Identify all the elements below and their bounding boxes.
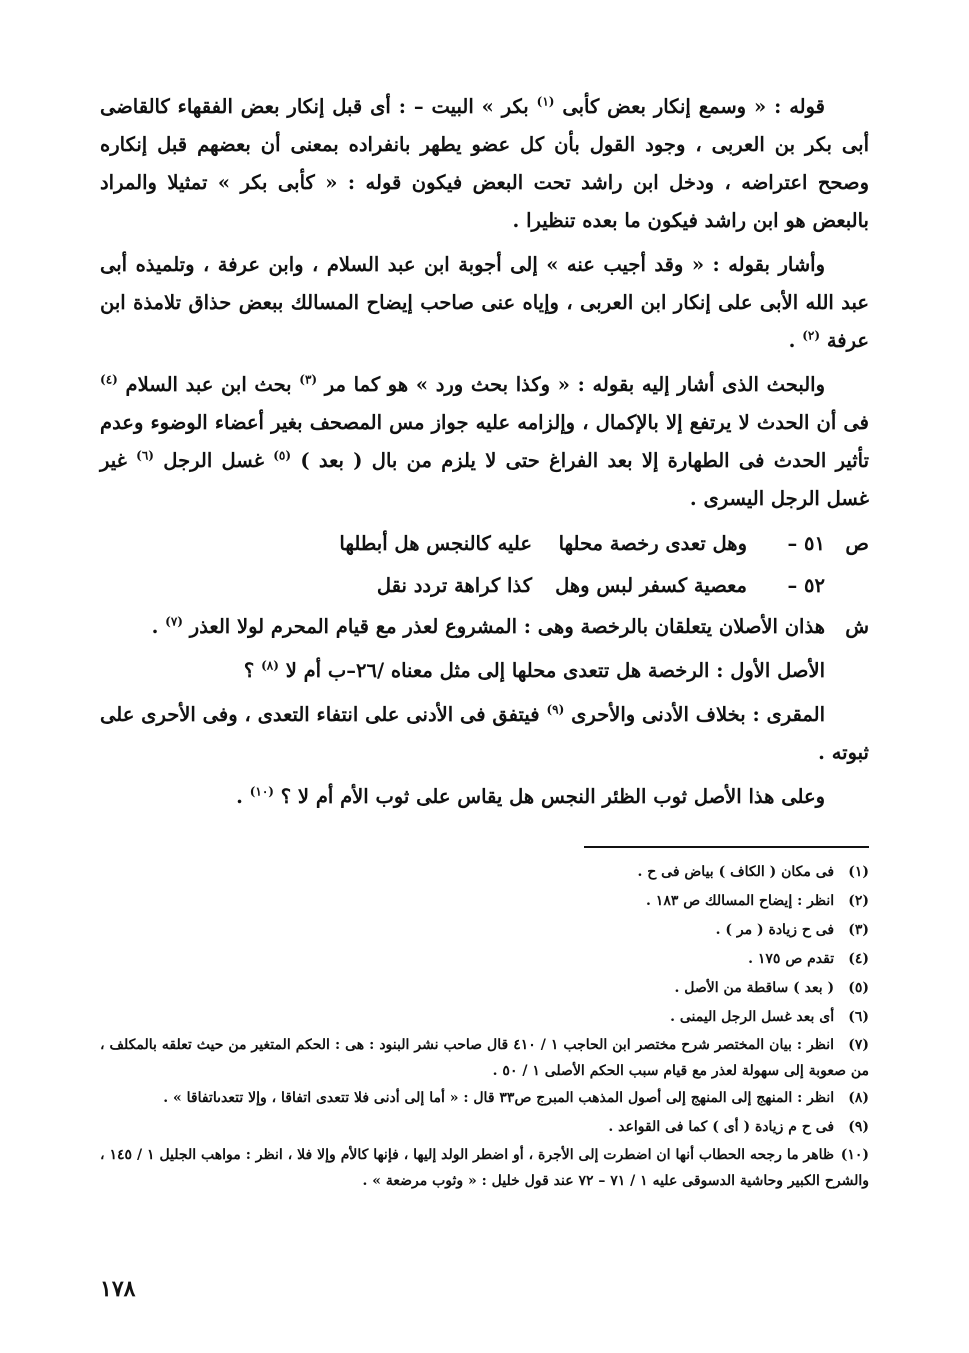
verse-51 xyxy=(100,524,869,564)
footnote-number: (٤) xyxy=(848,951,869,967)
verse-marker: ص xyxy=(845,532,869,555)
text: غسل الرجل xyxy=(163,449,264,472)
footnote-text: ( بعد ) ساقطة من الأصل . xyxy=(674,980,835,996)
text: والبحث الذى أشار إليه بقوله : « وكذا بحث ورد » هو كما مر xyxy=(324,373,825,396)
text: . xyxy=(788,329,796,352)
footnote-4 xyxy=(100,945,869,974)
footnote-5 xyxy=(100,974,869,1003)
footnote-text: أى بعد غسل الرجل اليمنى . xyxy=(670,1009,835,1025)
footnote-ref-7[interactable]: (٧) xyxy=(165,614,183,629)
footnote-text: ظاهر ما رجحه الحطاب أنها ان اضطرت إلى الأجرة ، أو اضطر الولد إليها ، فإنها كالأم وإلا فلا ، انظر : مواهب الجليل ١ / ١٤٥ ، والشرح الكبير وحاشية الدسوقى عليه ١ / ٧١ – ٧٢ عند قول خليل : « وثوب مرضعة » . xyxy=(100,1147,869,1189)
footnote-separator xyxy=(584,846,869,848)
verse-52 xyxy=(100,566,869,606)
text: . xyxy=(151,615,159,638)
footnote-ref-4[interactable]: (٤) xyxy=(100,372,118,387)
footnote-number: (٦) xyxy=(848,1009,869,1025)
footnote-ref-9[interactable]: (٩) xyxy=(546,702,565,717)
text: وأشار بقوله : « وقد أجيب عنه » إلى أجوبة ابن عبد السلام ، وابن عرفة ، وتلميذه أبى عبد الله الأبى على إنكار ابن العربى ، وإياه عنى صاحب إيضاح المسالك ببعض حذاق تلامذة ابن عرفة xyxy=(100,253,869,352)
footnote-number: (٣) xyxy=(848,922,869,938)
text: الأصل الأول : الرخصة هل تتعدى محلها إلى مثل معناه /٢٦–ب أم لا xyxy=(285,659,825,682)
footnote-text: فى ح زيادة ( مر ) . xyxy=(715,922,835,938)
footnote-9 xyxy=(100,1113,869,1142)
footnote-number: (٥) xyxy=(848,980,869,996)
footnote-number: (٨) xyxy=(848,1090,869,1106)
verse-hemistich-second: كذا كراهة تردد نقل xyxy=(376,574,532,597)
text: هذان الأصلان يتعلقان بالرخصة وهى : المشروع لعذر مع قيام المحرم لولا العذر xyxy=(189,615,825,638)
text: بكر » البيت – : أى قبل إنكار بعض الفقهاء كالقاضى أبى بكر بن العربى ، وجود القول بأن كل عضو يطهر بانفراده بمعنى أن بعضهم قبل إنكاره وصحح اعتراضه ، ودخل ابن راشد تحت البعض فيكون قوله : « كأبى بكر » تمثيلا والمراد بالبعض هو ابن راشد فيكون ما بعده تنظيرا . xyxy=(100,95,869,232)
footnote-number: (٧) xyxy=(848,1037,869,1053)
verse-hemistich-first: معصية كسفر لبس وهل xyxy=(555,574,747,597)
footnote-10 xyxy=(100,1142,869,1194)
text: وعلى هذا الأصل ثوب الظئر النجس هل يقاس على ثوب الأم أم لا ؟ xyxy=(280,785,825,808)
text: فى أن الحدث لا يرتفع إلا بالإكمال ، وإلزامه عليه جواز مس المصحف بغير أعضاء الوضوء وعدم تأثير الحدث فى الطهارة إلا بعد الفراغ حتى لا يلزم من بال ( بعد ) xyxy=(100,411,870,472)
footnote-text: فى مكان ( الكاف ) بياض فى ح . xyxy=(637,864,835,880)
footnote-ref-3[interactable]: (٣) xyxy=(299,372,318,387)
footnote-number: (١) xyxy=(848,864,869,880)
sharh-line-1 xyxy=(100,608,825,646)
text: قوله : « وسمع إنكار بعض كأبى xyxy=(562,95,825,118)
footnote-3 xyxy=(100,916,869,945)
verse-hemistich-first: وهل تعدى رخصة محلها xyxy=(558,532,747,555)
text: . xyxy=(236,785,243,808)
page-number: ١٧٨ xyxy=(100,1276,136,1302)
sharh-marker: ش xyxy=(845,615,869,638)
text: غير غسل الرجل اليسرى . xyxy=(100,449,869,510)
text: ؟ xyxy=(243,659,255,682)
verse-number: ٥١ – xyxy=(787,532,825,555)
footnote-1 xyxy=(100,858,869,887)
text: فيتفق فى الأدنى على انتفاء التعدى ، وفى الأحرى على ثبوته . xyxy=(100,703,869,764)
page-body xyxy=(100,88,869,1194)
footnote-text: فى ح م زيادة ( أى ) كما فى القواعد . xyxy=(608,1119,835,1135)
footnote-ref-5[interactable]: (٥) xyxy=(273,448,292,463)
footnote-number: (٢) xyxy=(848,893,869,909)
footnote-number: (١٠) xyxy=(840,1147,869,1163)
footnote-ref-2[interactable]: (٢) xyxy=(802,328,821,343)
footnote-2 xyxy=(100,887,869,916)
footnote-ref-8[interactable]: (٨) xyxy=(261,658,279,673)
sharh-block xyxy=(100,608,869,652)
sharh-body xyxy=(100,608,825,652)
footnotes xyxy=(100,858,869,1194)
paragraph-3 xyxy=(100,366,869,518)
footnote-text: انظر : بيان المختصر شرح مختصر ابن الحاجب ١ / ٤١٠ قال صاحب نشر البنود : هى : الحكم المتغير من حيث تعلقه بالمكلف ، من صعوبة إلى سهولة لعذر مع قيام سبب الحكم الأصلى ١ / ٥٠ . xyxy=(100,1037,869,1079)
footnote-ref-10[interactable]: (١٠) xyxy=(249,784,274,799)
footnote-text: انظر : المنهج إلى المنهج إلى أصول المذهب المبرج ص٣٣ قال : « أما إلى أدنى فلا تتعدى اتفاقا ، وإلا تتعدىاتفاقا » . xyxy=(163,1090,835,1106)
text: المقرى : بخلاف الأدنى والأحرى xyxy=(571,703,826,726)
sharh-line-2 xyxy=(100,652,869,690)
paragraph-5 xyxy=(100,778,869,816)
footnote-8 xyxy=(100,1084,869,1113)
footnote-text: انظر : إيضاح المسالك ص ١٨٣ . xyxy=(646,893,835,909)
verse-number: ٥٢ – xyxy=(787,574,825,597)
footnote-text: تقدم ص ١٧٥ . xyxy=(748,951,835,967)
footnote-7 xyxy=(100,1032,869,1084)
footnote-number: (٩) xyxy=(848,1119,869,1135)
footnote-ref-1[interactable]: (١) xyxy=(536,94,555,109)
verse-hemistich-second: عليه كالنجس هل أبطلها xyxy=(339,532,532,555)
paragraph-4 xyxy=(100,696,869,772)
text: بحث ابن عبد السلام xyxy=(125,373,292,396)
paragraph-1 xyxy=(100,88,869,240)
paragraph-2 xyxy=(100,246,869,360)
footnote-6 xyxy=(100,1003,869,1032)
footnote-ref-6[interactable]: (٦) xyxy=(136,448,154,463)
